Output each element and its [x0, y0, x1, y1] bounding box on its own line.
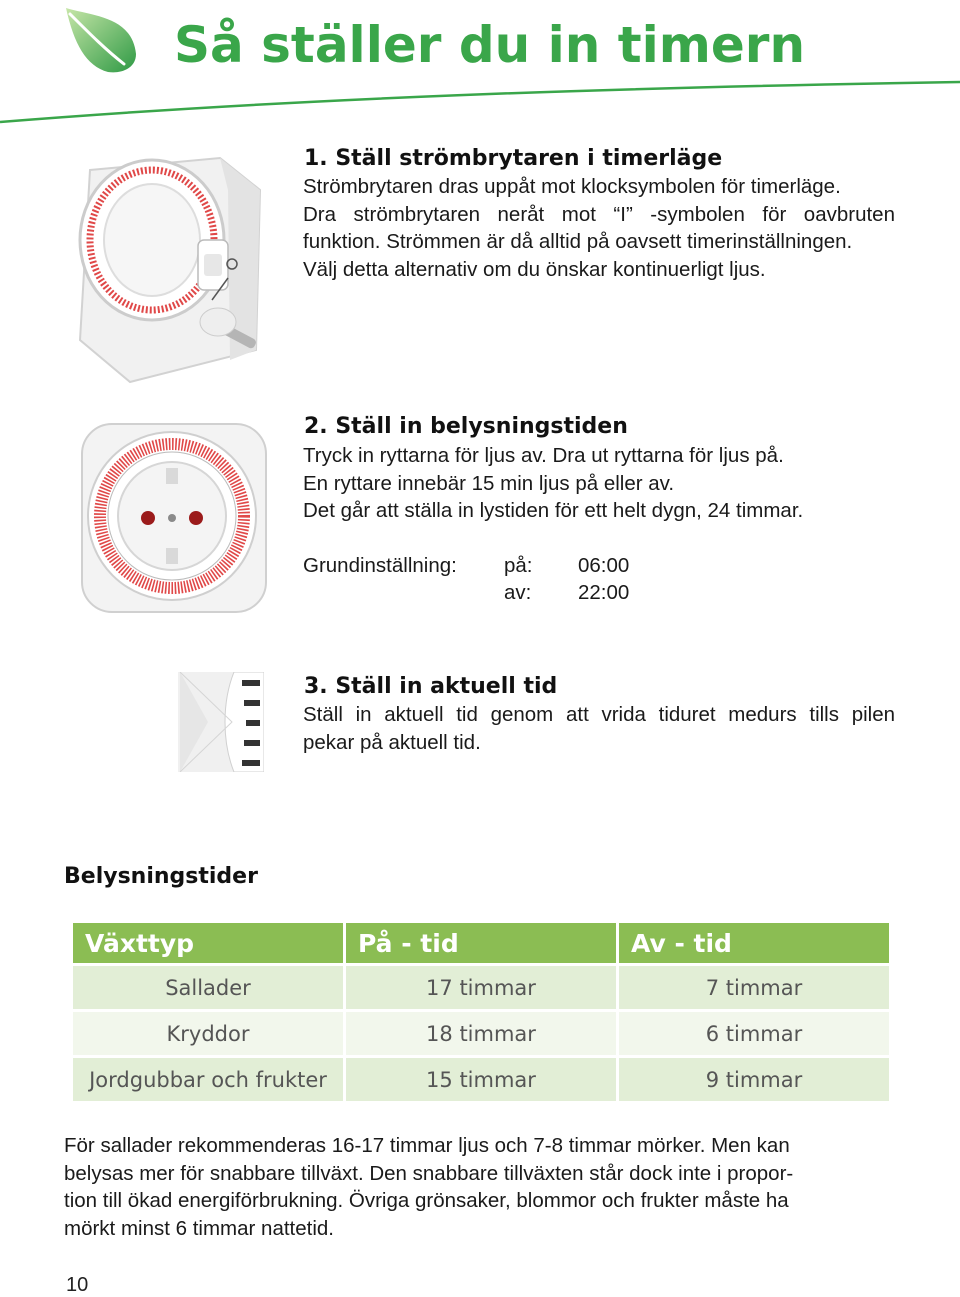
header-off-time: Av - tid	[619, 923, 889, 963]
section-1-line: funktion. Strömmen är då alltid på oavsett timerinställningen.	[303, 230, 853, 253]
section-2-text	[303, 442, 803, 525]
cell-off-time: 7 timmar	[619, 966, 889, 1009]
table-row	[73, 1012, 889, 1055]
header-on-time: På - tid	[346, 923, 616, 963]
cell-plant-type: Jordgubbar och frukter	[73, 1058, 343, 1101]
note-paragraph	[64, 1132, 876, 1242]
section-2-heading: 2. Ställ in belysningstiden	[304, 414, 628, 439]
cell-plant-type: Kryddor	[73, 1012, 343, 1055]
section-1-heading: 1. Ställ strömbrytaren i timerläge	[304, 146, 723, 171]
section-3-line: pekar på aktuell tid.	[303, 730, 481, 754]
section-1-line: Dra strömbrytaren neråt mot “I” -symbolen för oavbruten	[303, 202, 895, 226]
section-2-line: Tryck in ryttarna för ljus av. Dra ut ryttarna för ljus på.	[303, 444, 784, 467]
timer-dial-photo	[78, 420, 270, 618]
cell-on-time: 15 timmar	[346, 1058, 616, 1101]
note-line: belysas mer för snabbare tillväxt. Den snabbare tillväxten står dock inte i propor-	[64, 1161, 794, 1185]
timer-plug-photo	[60, 150, 272, 390]
cell-plant-type: Sallader	[73, 966, 343, 1009]
section-3-line: Ställ in aktuell tid genom att vrida tiduret medurs tills pilen	[303, 703, 895, 726]
header-plant-type: Växttyp	[73, 923, 343, 963]
page-title: Så ställer du in timern	[174, 16, 806, 74]
lighting-table	[70, 920, 892, 1104]
section-1-line: Strömbrytaren dras uppåt mot klocksymbolen för timerläge.	[303, 175, 841, 198]
section-2-line: En ryttare innebär 15 min ljus på eller av.	[303, 471, 675, 495]
table-row	[73, 966, 889, 1009]
on-time: 06:00	[578, 554, 630, 577]
leaf-icon	[62, 6, 140, 76]
header-rule	[0, 78, 960, 130]
cell-off-time: 9 timmar	[619, 1058, 889, 1101]
off-label: av:	[504, 581, 532, 604]
cell-on-time: 18 timmar	[346, 1012, 616, 1055]
note-line: För sallader rekommenderas 16-17 timmar ljus och 7-8 timmar mörker. Men kan	[64, 1134, 790, 1157]
section-1-text	[303, 173, 895, 283]
section-1-line: Välj detta alternativ om du önskar kontinuerligt ljus.	[303, 257, 766, 281]
table-row	[73, 1058, 889, 1101]
cell-on-time: 17 timmar	[346, 966, 616, 1009]
on-label: på:	[504, 554, 533, 577]
table-header-row	[73, 923, 889, 963]
cell-off-time: 6 timmar	[619, 1012, 889, 1055]
section-3-heading: 3. Ställ in aktuell tid	[304, 674, 558, 699]
note-line: mörkt minst 6 timmar nattetid.	[64, 1216, 334, 1240]
timer-edge-photo	[178, 672, 264, 772]
default-settings-label: Grundinställning:	[303, 554, 457, 577]
note-line: tion till ökad energiförbrukning. Övriga grönsaker, blommor och frukter måste ha	[64, 1189, 789, 1212]
section-3-text	[303, 701, 895, 756]
off-time: 22:00	[578, 581, 630, 604]
section-2-line: Det går att ställa in lystiden för ett helt dygn, 24 timmar.	[303, 499, 804, 522]
table-title: Belysningstider	[64, 864, 258, 889]
page-number: 10	[66, 1274, 89, 1296]
